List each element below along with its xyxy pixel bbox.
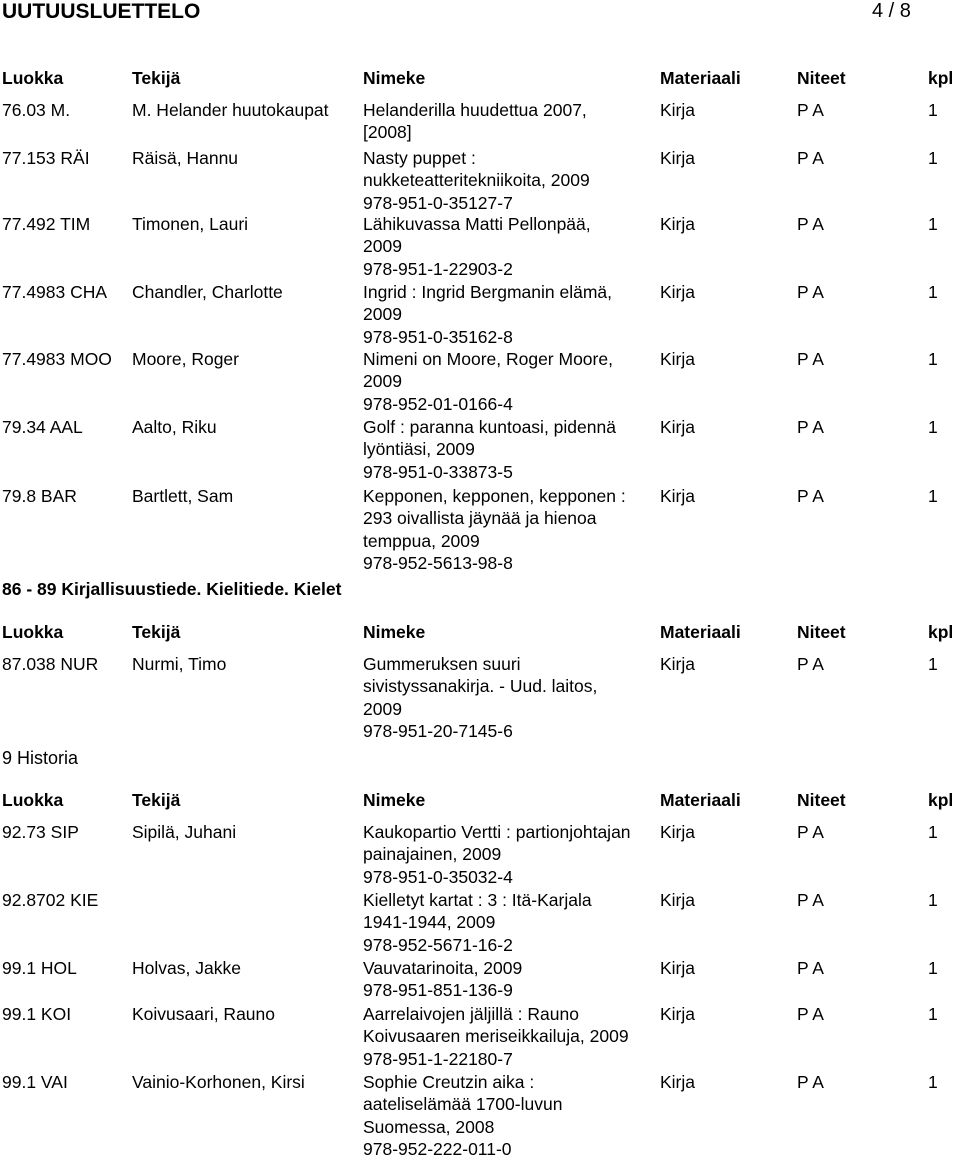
cell-materiaali: Kirja bbox=[660, 282, 696, 302]
cell-nimeke-line: nukketeatteritekniikoita, 2009 bbox=[363, 170, 590, 191]
cell-tekija: Sipilä, Juhani bbox=[132, 822, 237, 842]
cell-nimeke-line: Lähikuvassa Matti Pellonpää, bbox=[363, 214, 591, 234]
cell-kpl: 1 bbox=[928, 1072, 938, 1092]
cell-kpl: 1 bbox=[928, 654, 938, 674]
column-header-kpl: kpl bbox=[928, 622, 954, 642]
cell-niteet: P A bbox=[797, 486, 824, 506]
section-title: 86 - 89 Kirjallisuustiede. Kielitiede. Kielet bbox=[2, 579, 342, 599]
cell-kpl: 1 bbox=[928, 100, 938, 120]
cell-materiaali: Kirja bbox=[660, 214, 696, 234]
cell-niteet: P A bbox=[797, 100, 824, 120]
cell-materiaali: Kirja bbox=[660, 1004, 696, 1024]
cell-nimeke-line: 1941-1944, 2009 bbox=[363, 912, 496, 933]
cell-nimeke-line: 978-952-01-0166-4 bbox=[363, 393, 513, 414]
cell-nimeke-line: Nimeni on Moore, Roger Moore, bbox=[363, 349, 613, 369]
column-header-niteet: Niteet bbox=[797, 68, 846, 88]
cell-luokka: 87.038 NUR bbox=[2, 654, 99, 674]
cell-kpl: 1 bbox=[928, 486, 938, 506]
cell-nimeke-line: 978-951-0-33873-5 bbox=[363, 461, 513, 482]
cell-nimeke-line: 978-952-5613-98-8 bbox=[363, 553, 513, 574]
cell-kpl: 1 bbox=[928, 214, 938, 234]
cell-niteet: P A bbox=[797, 417, 824, 437]
cell-niteet: P A bbox=[797, 890, 824, 910]
cell-luokka: 79.34 AAL bbox=[2, 417, 83, 437]
column-header-nimeke: Nimeke bbox=[363, 790, 426, 810]
cell-nimeke-line: Koivusaaren meriseikkailuja, 2009 bbox=[363, 1026, 629, 1047]
cell-nimeke-line: 2009 bbox=[363, 698, 402, 719]
column-header-luokka: Luokka bbox=[2, 790, 64, 810]
column-header-tekija: Tekijä bbox=[132, 68, 181, 88]
cell-materiaali: Kirja bbox=[660, 349, 696, 369]
cell-tekija: Vainio-Korhonen, Kirsi bbox=[132, 1072, 305, 1092]
cell-materiaali: Kirja bbox=[660, 100, 696, 120]
cell-nimeke-line: Kaukopartio Vertti : partionjohtajan bbox=[363, 822, 631, 842]
cell-tekija: Aalto, Riku bbox=[132, 417, 217, 437]
cell-nimeke-line: Helanderilla huudettua 2007, bbox=[363, 100, 587, 120]
cell-kpl: 1 bbox=[928, 417, 938, 437]
cell-niteet: P A bbox=[797, 958, 824, 978]
cell-nimeke-line: Vauvatarinoita, 2009 bbox=[363, 958, 523, 978]
cell-materiaali: Kirja bbox=[660, 890, 696, 910]
cell-materiaali: Kirja bbox=[660, 148, 696, 168]
cell-tekija: Räisä, Hannu bbox=[132, 148, 239, 168]
cell-luokka: 77.153 RÄI bbox=[2, 148, 90, 168]
cell-niteet: P A bbox=[797, 1004, 824, 1024]
cell-niteet: P A bbox=[797, 148, 824, 168]
column-header-nimeke: Nimeke bbox=[363, 622, 426, 642]
cell-nimeke-line: aateliselämää 1700-luvun bbox=[363, 1094, 563, 1115]
cell-nimeke-line: Nasty puppet : bbox=[363, 148, 476, 168]
cell-kpl: 1 bbox=[928, 282, 938, 302]
cell-nimeke-line: Gummeruksen suuri bbox=[363, 654, 521, 674]
cell-nimeke-line: Kepponen, kepponen, kepponen : bbox=[363, 486, 626, 506]
cell-nimeke-line: 978-951-20-7145-6 bbox=[363, 721, 513, 742]
cell-nimeke-line: sivistyssanakirja. - Uud. laitos, bbox=[363, 676, 598, 697]
column-header-tekija: Tekijä bbox=[132, 622, 181, 642]
cell-kpl: 1 bbox=[928, 349, 938, 369]
cell-niteet: P A bbox=[797, 654, 824, 674]
cell-tekija: Koivusaari, Rauno bbox=[132, 1004, 275, 1024]
cell-luokka: 77.4983 CHA bbox=[2, 282, 108, 302]
cell-nimeke-line: temppua, 2009 bbox=[363, 530, 480, 551]
cell-tekija: Chandler, Charlotte bbox=[132, 282, 283, 302]
cell-tekija: Nurmi, Timo bbox=[132, 654, 227, 674]
cell-nimeke-line: 978-951-0-35127-7 bbox=[363, 192, 513, 213]
cell-luokka: 76.03 M. bbox=[2, 100, 71, 120]
cell-nimeke-line: 978-951-1-22903-2 bbox=[363, 258, 513, 279]
cell-niteet: P A bbox=[797, 214, 824, 234]
cell-luokka: 99.1 HOL bbox=[2, 958, 77, 978]
cell-luokka: 77.492 TIM bbox=[2, 214, 91, 234]
column-header-luokka: Luokka bbox=[2, 68, 64, 88]
cell-materiaali: Kirja bbox=[660, 654, 696, 674]
cell-luokka: 79.8 BAR bbox=[2, 486, 77, 506]
cell-materiaali: Kirja bbox=[660, 822, 696, 842]
cell-niteet: P A bbox=[797, 349, 824, 369]
cell-kpl: 1 bbox=[928, 958, 938, 978]
cell-tekija: Timonen, Lauri bbox=[132, 214, 249, 234]
cell-tekija: Bartlett, Sam bbox=[132, 486, 234, 506]
cell-nimeke-line: 978-951-1-22180-7 bbox=[363, 1048, 513, 1069]
cell-nimeke-line: Suomessa, 2008 bbox=[363, 1116, 495, 1137]
cell-materiaali: Kirja bbox=[660, 958, 696, 978]
cell-nimeke-line: 978-951-0-35162-8 bbox=[363, 326, 513, 347]
cell-nimeke-line: Golf : paranna kuntoasi, pidennä bbox=[363, 417, 616, 437]
cell-nimeke-line: Sophie Creutzin aika : bbox=[363, 1072, 535, 1092]
column-header-niteet: Niteet bbox=[797, 790, 846, 810]
cell-luokka: 77.4983 MOO bbox=[2, 349, 112, 369]
cell-nimeke-line: 978-952-222-011-0 bbox=[363, 1139, 512, 1160]
cell-luokka: 99.1 VAI bbox=[2, 1072, 68, 1092]
cell-tekija: Moore, Roger bbox=[132, 349, 239, 369]
column-header-kpl: kpl bbox=[928, 790, 954, 810]
column-header-kpl: kpl bbox=[928, 68, 954, 88]
cell-kpl: 1 bbox=[928, 890, 938, 910]
cell-nimeke-line: 2009 bbox=[363, 304, 402, 325]
cell-nimeke-line: Aarrelaivojen jäljillä : Rauno bbox=[363, 1004, 579, 1024]
column-header-niteet: Niteet bbox=[797, 622, 846, 642]
section-title: 9 Historia bbox=[2, 748, 79, 768]
cell-materiaali: Kirja bbox=[660, 486, 696, 506]
cell-niteet: P A bbox=[797, 1072, 824, 1092]
cell-materiaali: Kirja bbox=[660, 417, 696, 437]
cell-luokka: 92.73 SIP bbox=[2, 822, 79, 842]
cell-nimeke-line: lyöntiäsi, 2009 bbox=[363, 439, 475, 460]
cell-materiaali: Kirja bbox=[660, 1072, 696, 1092]
cell-nimeke-line: 2009 bbox=[363, 236, 402, 257]
column-header-tekija: Tekijä bbox=[132, 790, 181, 810]
cell-nimeke-line: 978-952-5671-16-2 bbox=[363, 934, 513, 955]
column-header-luokka: Luokka bbox=[2, 622, 64, 642]
cell-tekija: Holvas, Jakke bbox=[132, 958, 241, 978]
cell-luokka: 92.8702 KIE bbox=[2, 890, 99, 910]
cell-nimeke-line: painajainen, 2009 bbox=[363, 844, 502, 865]
cell-nimeke-line: [2008] bbox=[363, 122, 412, 143]
cell-niteet: P A bbox=[797, 822, 824, 842]
cell-nimeke-line: 293 oivallista jäynää ja hienoa bbox=[363, 508, 597, 529]
cell-niteet: P A bbox=[797, 282, 824, 302]
cell-nimeke-line: 978-951-851-136-9 bbox=[363, 980, 513, 1001]
column-header-materiaali: Materiaali bbox=[660, 622, 741, 642]
column-header-materiaali: Materiaali bbox=[660, 790, 741, 810]
cell-nimeke-line: 978-951-0-35032-4 bbox=[363, 866, 513, 887]
column-header-nimeke: Nimeke bbox=[363, 68, 426, 88]
cell-nimeke-line: Ingrid : Ingrid Bergmanin elämä, bbox=[363, 282, 613, 302]
cell-nimeke-line: 2009 bbox=[363, 371, 402, 392]
page-number: 4 / 8 bbox=[872, 0, 911, 22]
cell-luokka: 99.1 KOI bbox=[2, 1004, 72, 1024]
cell-kpl: 1 bbox=[928, 1004, 938, 1024]
cell-kpl: 1 bbox=[928, 822, 938, 842]
cell-tekija: M. Helander huutokaupat bbox=[132, 100, 329, 120]
cell-nimeke-line: Kielletyt kartat : 3 : Itä-Karjala bbox=[363, 890, 592, 910]
column-header-materiaali: Materiaali bbox=[660, 68, 741, 88]
page-title: UUTUUSLUETTELO bbox=[2, 0, 201, 23]
cell-kpl: 1 bbox=[928, 148, 938, 168]
